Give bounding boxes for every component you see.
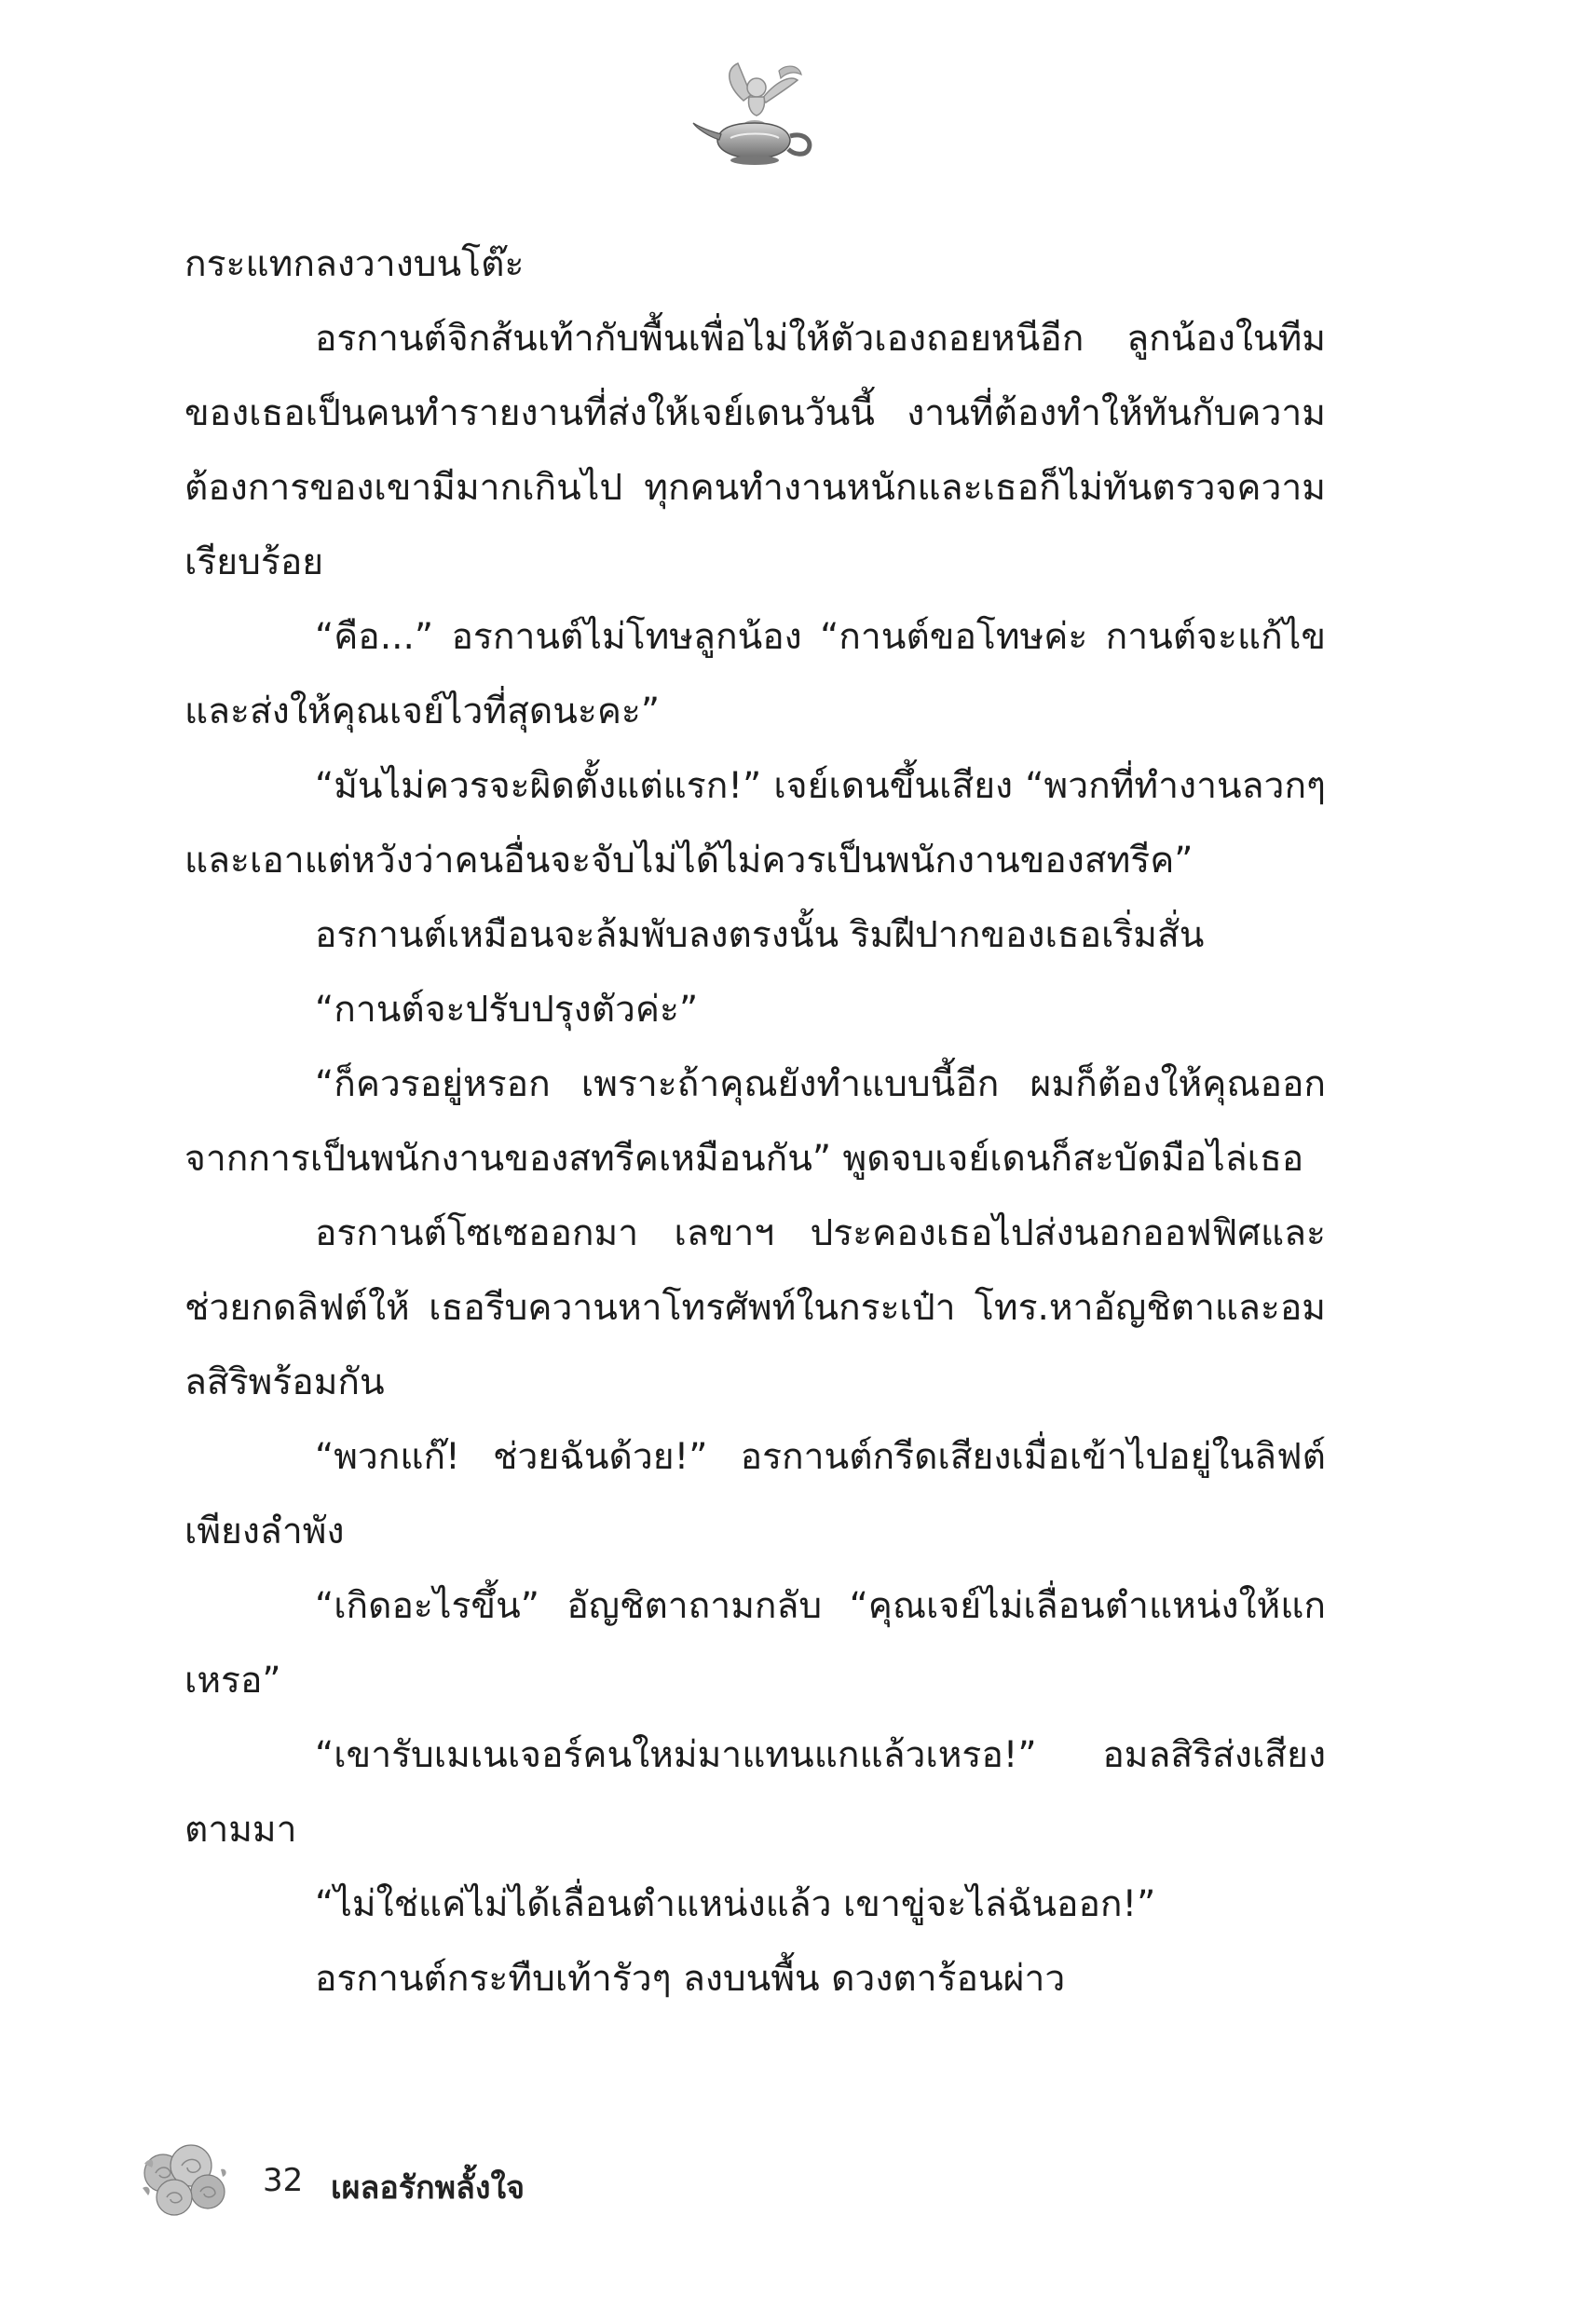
- paragraph: อรกานต์กระทืบเท้ารัวๆ ลงบนพื้น ดวงตาร้อนผ่าว: [315, 1958, 1066, 2000]
- paragraph: “คือ...” อรกานต์ไม่โทษลูกน้อง “กานต์ขอโทษค่ะ กานต์จะแก้ไขและส่งให้คุณเจย์ไวที่สุดนะคะ”: [184, 616, 1326, 732]
- page-footer: [135, 2136, 787, 2229]
- paragraph: อรกานต์จิกส้นเท้ากับพื้นเพื่อไม่ให้ตัวเองถอยหนีอีก ลูกน้องในทีมของเธอเป็นคนทำรายงานที่ส่งให้เจย์เดนวันนี้ งานที่ต้องทำให้ทันกับความต้องการของเขามีมากเกินไป ทุกคนทำงานหนักและเธอก็ไม่ทันตรวจความเรียบร้อย: [184, 318, 1326, 583]
- body-text: [184, 227, 1326, 2017]
- rose-bouquet-icon: [135, 2136, 233, 2229]
- paragraph: “กานต์จะปรับปรุงตัวค่ะ”: [315, 989, 699, 1031]
- page-number: 32: [263, 2162, 304, 2199]
- paragraph: “เกิดอะไรขึ้น” อัญชิตาถามกลับ “คุณเจย์ไม่เลื่อนตำแหน่งให้แกเหรอ”: [184, 1585, 1326, 1702]
- book-title: เผลอรักพลั้งใจ: [331, 2169, 525, 2207]
- paragraph: อรกานต์โซเซออกมา เลขาฯ ประคองเธอไปส่งนอกออฟฟิศและช่วยกดลิฟต์ให้ เธอรีบควานหาโทรศัพท์ในกระเป๋า โทร.หาอัญชิตาและอมลสิริพร้อมกัน: [184, 1212, 1326, 1403]
- paragraph: “เขารับเมเนเจอร์คนใหม่มาแทนแกแล้วเหรอ!” อมลสิริส่งเสียงตามมา: [184, 1734, 1326, 1851]
- paragraph: “มันไม่ควรจะผิดตั้งแต่แรก!” เจย์เดนขึ้นเสียง “พวกที่ทำงานลวกๆ และเอาแต่หวังว่าคนอื่นจะจับไม่ได้ไม่ควรเป็นพนักงานของสทรีค”: [184, 765, 1326, 882]
- paragraph: อรกานต์เหมือนจะล้มพับลงตรงนั้น ริมฝีปากของเธอเริ่มสั่น: [315, 914, 1205, 956]
- paragraph: กระแทกลงวางบนโต๊ะ: [184, 243, 525, 285]
- cherub-teapot-icon: [689, 58, 820, 174]
- paragraph: “ไม่ใช่แค่ไม่ได้เลื่อนตำแหน่งแล้ว เขาขู่จะไล่ฉันออก!”: [315, 1883, 1156, 1925]
- paragraph: “พวกแก๊! ช่วยฉันด้วย!” อรกานต์กรีดเสียงเมื่อเข้าไปอยู่ในลิฟต์เพียงลำพัง: [184, 1436, 1326, 1552]
- paragraph: “ก็ควรอยู่หรอก เพราะถ้าคุณยังทำแบบนี้อีก ผมก็ต้องให้คุณออกจากการเป็นพนักงานของสทรีคเหมือนกัน” พูดจบเจย์เดนก็สะบัดมือไล่เธอ: [184, 1063, 1326, 1180]
